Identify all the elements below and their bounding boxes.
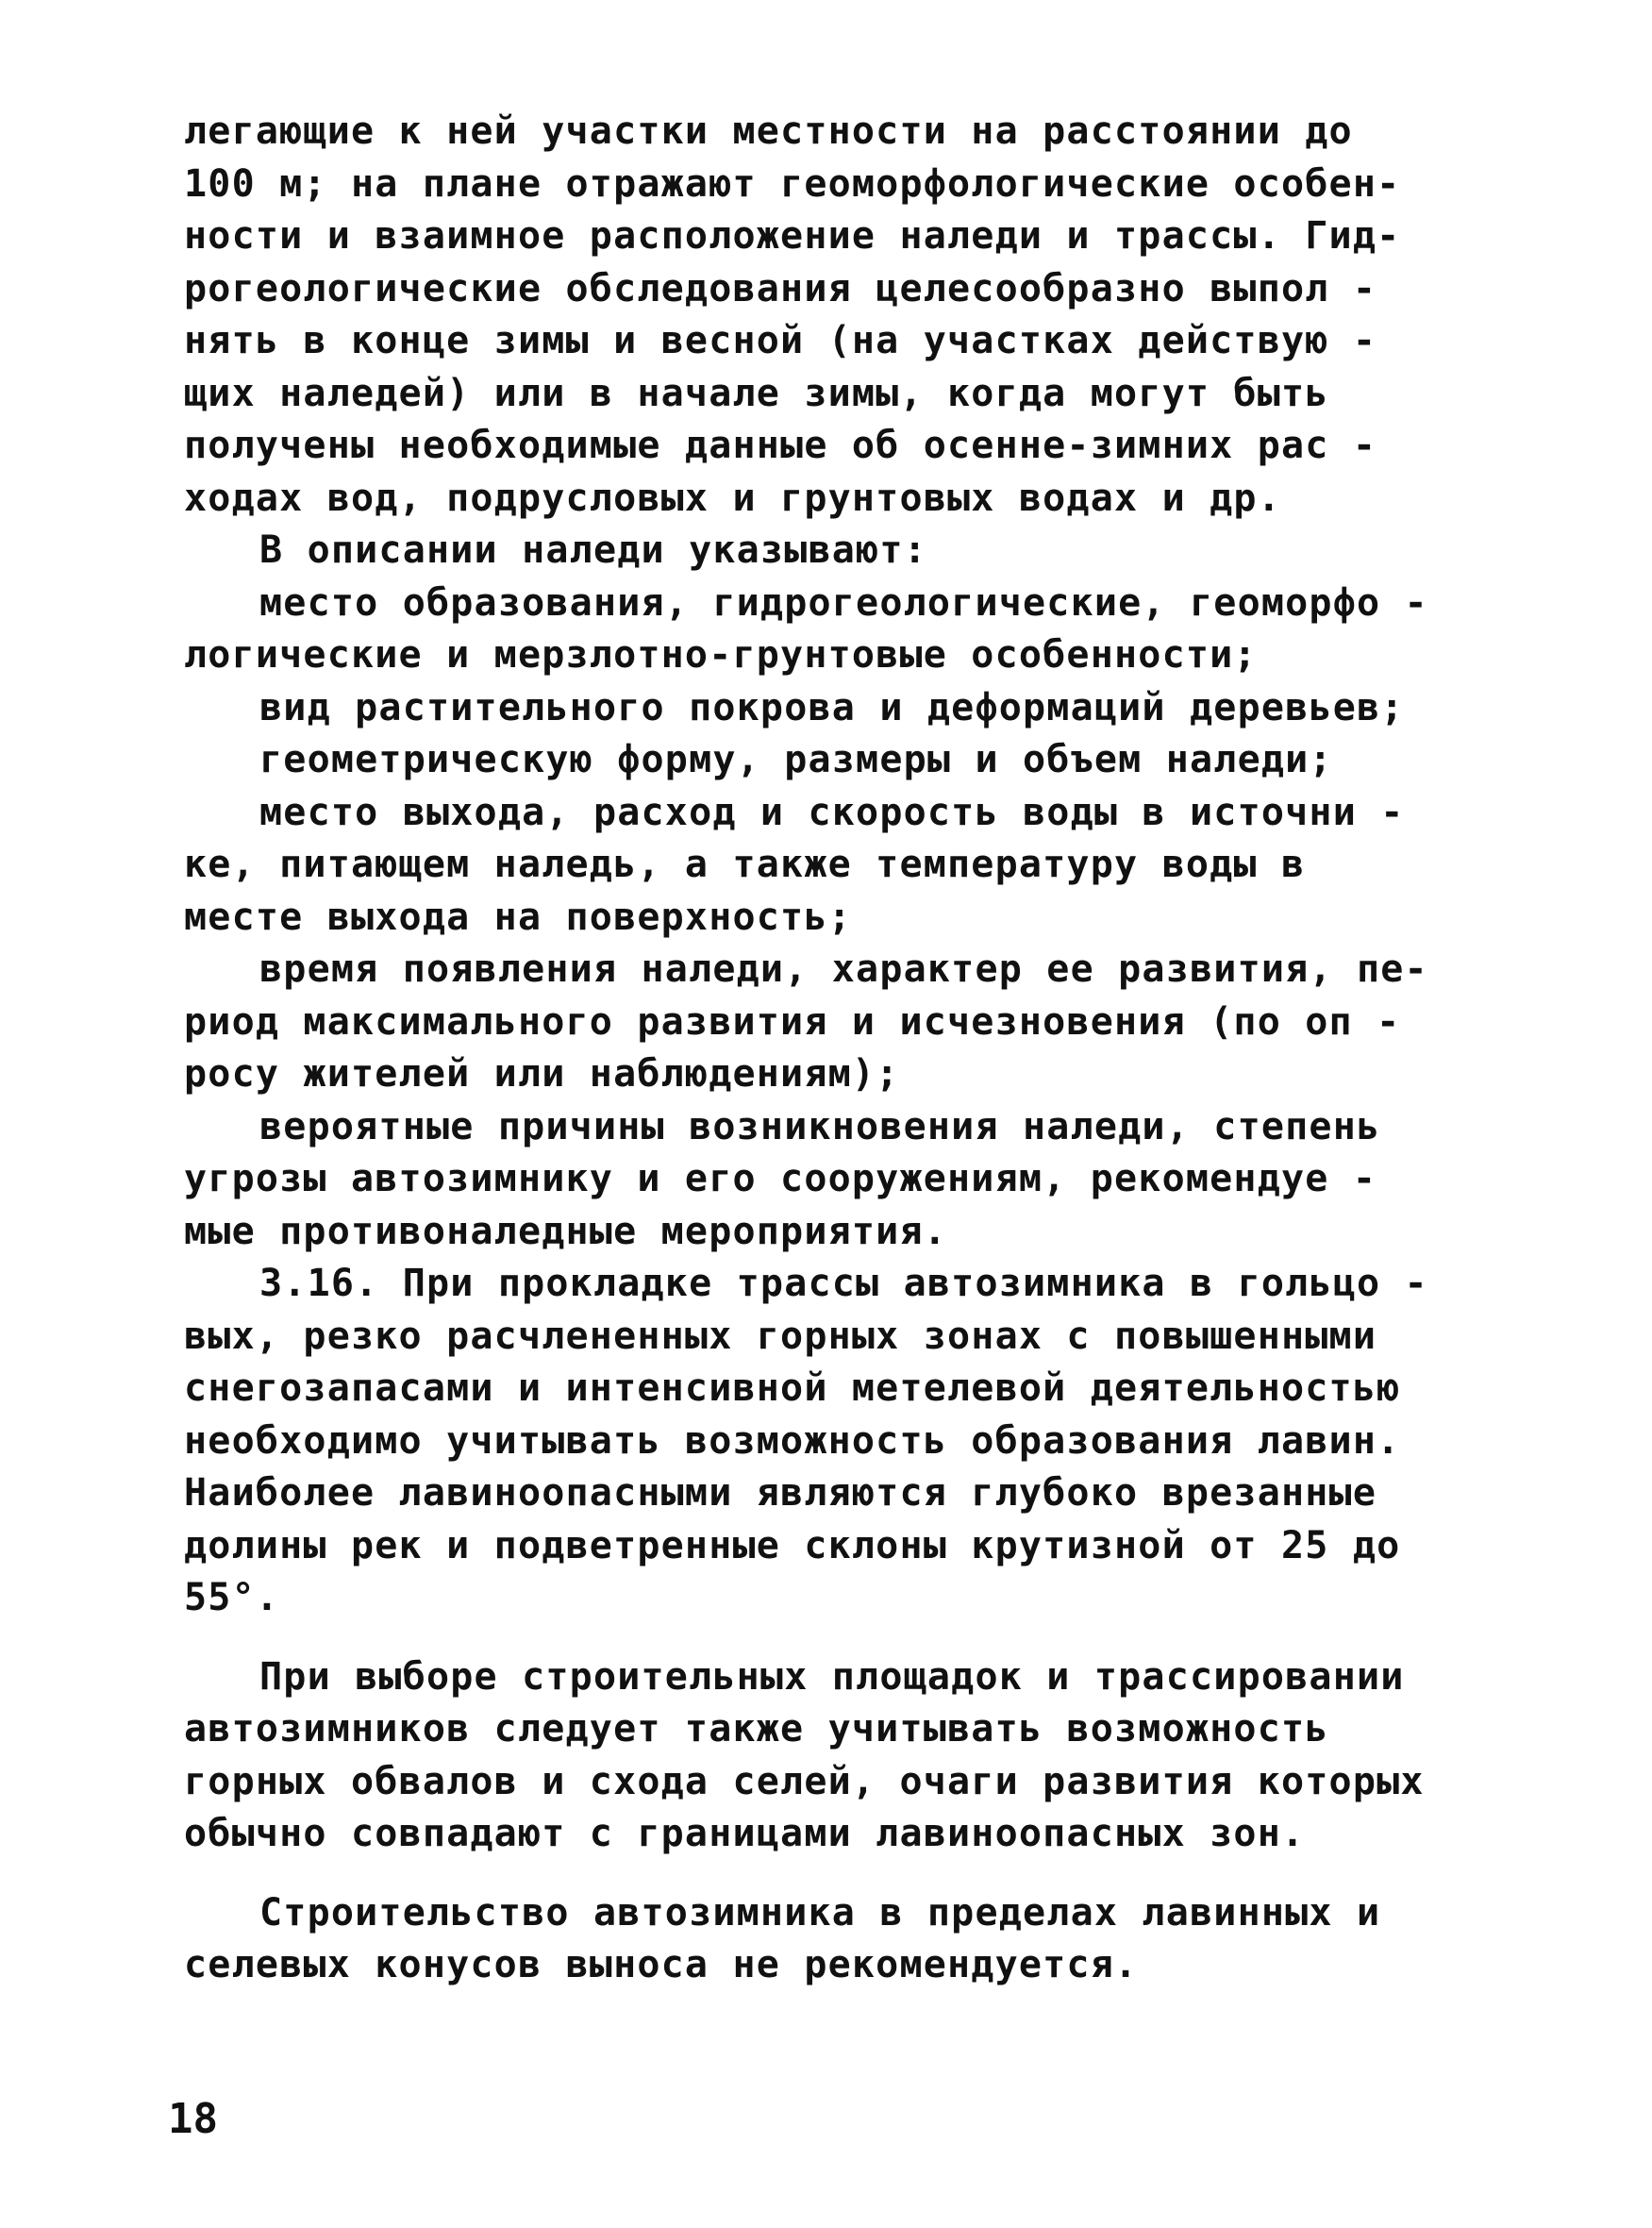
list-item [184,787,1500,945]
paragraph [184,1651,1500,1861]
text-line: вых, резко расчлененных горных зонах с повышенными [184,1314,1377,1358]
text-line: снегозапасами и интенсивной метелевой деятельностью [184,1366,1401,1410]
text-line: 100 м; на плане отражают геоморфологические особен- [184,161,1401,206]
text-line: рогеологические обследования целесообразно выпол - [184,266,1377,310]
text-line: горных обвалов и схода селей, очаги развития которых [184,1759,1425,1803]
list-item [184,682,1500,735]
text-line: Строительство автозимника в пределах лавинных и [259,1890,1381,1935]
page-number: 18 [168,2095,218,2143]
text-line: нять в конце зимы и весной (на участках действую - [184,319,1377,362]
text-line: обычно совпадают с границами лавиноопасных зон. [184,1812,1306,1855]
text-line: геометрическую форму, размеры и объем наледи; [259,738,1333,781]
list-item [184,944,1500,1101]
text-line: 3.16. При прокладке трассы автозимника в гольцо - [259,1262,1428,1305]
text-line: время появления наледи, характер ее развития, пе- [259,947,1428,991]
text-line: получены необходимые данные об осенне-зимних рас - [184,424,1377,467]
text-line: автозимников следует также учитывать возможность [184,1707,1329,1751]
text-line: необходимо учитывать возможность образования лавин. [184,1418,1401,1463]
text-line: росу жителей или наблюдениям); [184,1052,900,1096]
text-line: месте выхода на поверхность; [184,895,852,939]
text-line: При выборе строительных площадок и трассировании [259,1654,1405,1699]
text-line: вероятные причины возникновения наледи, степень [259,1104,1381,1148]
text-line: логические и мерзлотно-грунтовые особенности; [184,633,1258,677]
text-line: ке, питающем наледь, а также температуру воды в [184,843,1306,886]
text-line: 55°. [184,1576,280,1619]
paragraph [184,106,1500,525]
paragraph-gap [184,1861,1500,1887]
text-line: легающие к ней участки местности на расстоянии до [184,109,1353,153]
paragraph-gap [184,1625,1500,1651]
text-line: щих наледей) или в начале зимы, когда могут быть [184,371,1329,415]
paragraph [184,525,1500,578]
text-line: селевых конусов выноса не рекомендуется. [184,1943,1139,1986]
text-line: место выхода, расход и скорость воды в источни - [259,790,1405,834]
text-line: место образования, гидрогеологические, геоморфо - [259,580,1428,625]
document-body [184,106,1500,1992]
text-line: риод максимального развития и исчезновения (по оп - [184,999,1401,1044]
text-line: В описании наледи указывают: [259,528,927,572]
text-line: долины рек и подветренные склоны крутизной от 25 до [184,1523,1401,1567]
text-line: мые противоналедные мероприятия. [184,1209,948,1253]
text-line: угрозы автозимнику и его сооружениям, рекомендуе - [184,1157,1377,1200]
list-item [184,578,1500,682]
paragraph [184,1887,1500,1992]
text-line: Наиболее лавиноопасными являются глубоко врезанные [184,1471,1377,1515]
text-line: ности и взаимное расположение наледи и трассы. Гид- [184,214,1401,258]
list-item [184,1101,1500,1259]
list-item [184,734,1500,787]
text-line: ходах вод, подрусловых и грунтовых водах и др. [184,476,1281,520]
section-paragraph [184,1258,1500,1625]
text-line: вид растительного покрова и деформаций деревьев; [259,685,1405,729]
